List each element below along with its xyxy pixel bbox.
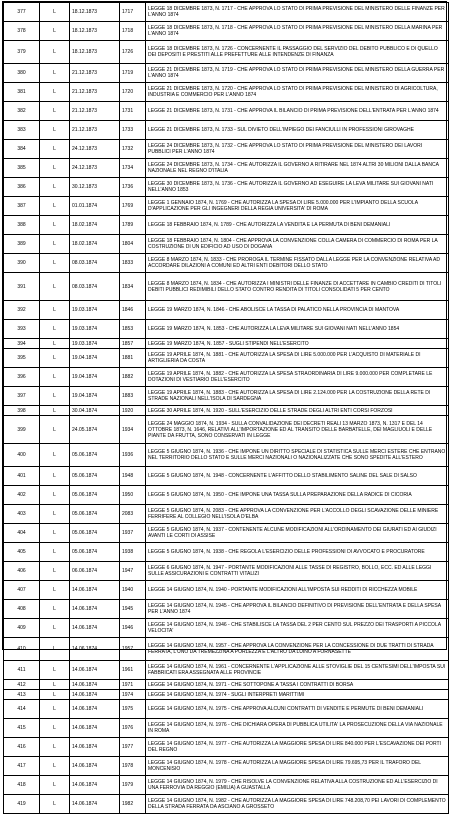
act-description-cell: LEGGE 19 APRILE 1874, N. 1883 - CHE AUTORIZZA LA SPESA DI LIRE 2.124.000 PER LA COSTRUZIONE DELLA RETE DI STRADE NAZIONALI NELL'ISOLA DI SARDEGNA xyxy=(146,387,449,406)
row-number-cell: 402 xyxy=(4,486,40,505)
row-number-cell: 407 xyxy=(4,581,40,600)
act-description-cell: LEGGE 5 GIUGNO 1874, N. 2083 - CHE APPROVA LA CONVENZIONE PER L'ACCOLLO DEGLI SCAVAZIONE DELLE MINIERE FERRIFERE AL COLLEGIO NELL'ISOLA D'ELBA xyxy=(146,505,449,524)
act-date-cell: 24.12.1873 xyxy=(70,140,120,159)
row-number-cell: 417 xyxy=(4,757,40,776)
act-code-cell: 1833 xyxy=(120,254,146,273)
row-number-cell: 384 xyxy=(4,140,40,159)
act-type-cell: L xyxy=(40,680,70,690)
act-code-cell: 1945 xyxy=(120,600,146,619)
row-number-cell: 391 xyxy=(4,273,40,301)
act-date-cell: 21.12.1873 xyxy=(70,121,120,140)
act-type-cell: L xyxy=(40,102,70,121)
table-row xyxy=(4,254,449,273)
act-type-cell: L xyxy=(40,719,70,738)
act-code-cell: 1982 xyxy=(120,795,146,814)
act-type-cell: L xyxy=(40,581,70,600)
act-code-cell: 1731 xyxy=(120,102,146,121)
table-row xyxy=(4,121,449,140)
act-type-cell: L xyxy=(40,505,70,524)
row-number-cell: 388 xyxy=(4,216,40,235)
act-type-cell: L xyxy=(40,216,70,235)
act-date-cell: 14.06.1874 xyxy=(70,776,120,795)
act-type-cell: L xyxy=(40,83,70,102)
act-date-cell: 18.02.1874 xyxy=(70,216,120,235)
row-number-cell: 383 xyxy=(4,121,40,140)
act-description-cell: LEGGE 19 APRILE 1874, N. 1882 - CHE AUTORIZZA LA SPESA STRAORDINARIA DI LIRE 9.000.000 PER COMPLETARE LE DOTAZIONI DI VESTIARIO DELL'ESERCITO xyxy=(146,368,449,387)
row-number-cell: 411 xyxy=(4,661,40,680)
act-date-cell: 01.01.1874 xyxy=(70,197,120,216)
act-type-cell: L xyxy=(40,121,70,140)
table-row xyxy=(4,757,449,776)
act-date-cell: 14.06.1874 xyxy=(70,638,120,661)
row-number-cell: 377 xyxy=(4,3,40,22)
row-number-cell: 416 xyxy=(4,738,40,757)
act-date-cell: 05.06.1874 xyxy=(70,543,120,562)
act-description-cell: LEGGE 14 GIUGNO 1874, N. 1978 - CHE AUTORIZZA LA MAGGIORE SPESA DI LIRE 79.695,73 PER IL TRAFORO DEL MONCENISIO xyxy=(146,757,449,776)
act-code-cell: 1950 xyxy=(120,486,146,505)
act-description-cell: LEGGE 19 MARZO 1874, N. 1846 - CHE ABOLISCE LA TASSA DI PALATICO NELLA PROVINCIA DI MANTOVA xyxy=(146,301,449,320)
row-number-cell: 418 xyxy=(4,776,40,795)
act-code-cell: 1920 xyxy=(120,406,146,416)
act-type-cell: L xyxy=(40,600,70,619)
table-row xyxy=(4,22,449,41)
act-description-cell: LEGGE 5 GIUGNO 1874, N. 1937 - CONTENENTE ALCUNE MODIFICAZIONI ALL'ORDINAMENTO DEI GIURATI ED AI GIUDIZI AVANTI LE CORTI DI ASSISE xyxy=(146,524,449,543)
act-type-cell: L xyxy=(40,339,70,349)
table-row xyxy=(4,140,449,159)
table-row xyxy=(4,600,449,619)
act-type-cell: L xyxy=(40,273,70,301)
act-date-cell: 21.12.1873 xyxy=(70,102,120,121)
act-code-cell: 1977 xyxy=(120,738,146,757)
act-date-cell: 18.12.1873 xyxy=(70,41,120,64)
row-number-cell: 414 xyxy=(4,700,40,719)
row-number-cell: 394 xyxy=(4,339,40,349)
act-code-cell: 1804 xyxy=(120,235,146,254)
act-type-cell: L xyxy=(40,638,70,661)
act-code-cell: 1946 xyxy=(120,619,146,638)
row-number-cell: 392 xyxy=(4,301,40,320)
row-number-cell: 415 xyxy=(4,719,40,738)
act-type-cell: L xyxy=(40,3,70,22)
table-row xyxy=(4,102,449,121)
act-code-cell: 1948 xyxy=(120,467,146,486)
act-date-cell: 14.06.1874 xyxy=(70,581,120,600)
act-date-cell: 18.12.1873 xyxy=(70,3,120,22)
row-number-cell: 389 xyxy=(4,235,40,254)
act-date-cell: 19.03.1874 xyxy=(70,301,120,320)
table-row xyxy=(4,387,449,406)
act-code-cell: 1974 xyxy=(120,690,146,700)
act-code-cell: 1732 xyxy=(120,140,146,159)
act-date-cell: 08.03.1874 xyxy=(70,254,120,273)
act-date-cell: 19.04.1874 xyxy=(70,349,120,368)
row-number-cell: 404 xyxy=(4,524,40,543)
act-description-cell: LEGGE 14 GIUGNO 1874, N. 1982 - CHE AUTORIZZA LA MAGGIORE SPESA DI LIRE 748.208,70 PEI LAVORI DI COMPLEMENTO DELLA STRADA FERRATA DA ASCIANO A GROSSETO xyxy=(146,795,449,814)
row-number-cell: 412 xyxy=(4,680,40,690)
row-number-cell: 408 xyxy=(4,600,40,619)
act-date-cell: 14.06.1874 xyxy=(70,619,120,638)
act-type-cell: L xyxy=(40,387,70,406)
table-row xyxy=(4,349,449,368)
act-date-cell: 18.12.1873 xyxy=(70,22,120,41)
act-code-cell: 1976 xyxy=(120,719,146,738)
act-type-cell: L xyxy=(40,795,70,814)
row-number-cell: 400 xyxy=(4,444,40,467)
row-number-cell: 410 xyxy=(4,638,40,661)
table-row xyxy=(4,320,449,339)
act-description-cell: LEGGE 14 GIUGNO 1874, N. 1979 - CHE RISOLVE LA CONVENZIONE RELATIVA ALLA COSTRUZIONE ED ALL'ESERCIZIO DI UNA FERROVIA DA REGGIO (EMILIA) A GUASTALLA xyxy=(146,776,449,795)
table-row xyxy=(4,543,449,562)
table-row xyxy=(4,690,449,700)
act-code-cell: 1936 xyxy=(120,444,146,467)
act-code-cell: 1961 xyxy=(120,661,146,680)
table-row xyxy=(4,159,449,178)
row-number-cell: 379 xyxy=(4,41,40,64)
row-number-cell: 403 xyxy=(4,505,40,524)
act-description-cell: LEGGE 19 APRILE 1874, N. 1881 - CHE AUTORIZZA LA SPESA DI LIRE 5.000.000 PER L'ACQUISTO DI MATERIALE DI ARTIGLIERIA DA COSTA xyxy=(146,349,449,368)
act-code-cell: 1717 xyxy=(120,3,146,22)
act-type-cell: L xyxy=(40,467,70,486)
act-description-cell: LEGGE 18 DICEMBRE 1873, N. 1726 - CONCERNENTE IL PASSAGGIO DEL SERVIZIO DEL DEBITO PUBBLICO E DI QUELLO DEI DEPOSITI E PRESTITI ALLE PREFETTURE ALLE INTENDENZE DI FINANZA xyxy=(146,41,449,64)
table-row xyxy=(4,505,449,524)
act-date-cell: 19.03.1874 xyxy=(70,339,120,349)
table-row xyxy=(4,524,449,543)
act-date-cell: 14.06.1874 xyxy=(70,661,120,680)
row-number-cell: 396 xyxy=(4,368,40,387)
act-date-cell: 21.12.1873 xyxy=(70,64,120,83)
act-description-cell: LEGGE 21 DICEMBRE 1873, N. 1733 - SUL DIVIETO DELL'IMPIEGO DEI FANCIULLI IN PROFESSIONI GIROVAGHE xyxy=(146,121,449,140)
table-row xyxy=(4,638,449,661)
row-number-cell: 381 xyxy=(4,83,40,102)
laws-table-body xyxy=(4,3,449,814)
act-type-cell: L xyxy=(40,159,70,178)
row-number-cell: 399 xyxy=(4,416,40,444)
act-date-cell: 14.06.1874 xyxy=(70,680,120,690)
act-type-cell: L xyxy=(40,619,70,638)
row-number-cell: 405 xyxy=(4,543,40,562)
table-row xyxy=(4,581,449,600)
table-row xyxy=(4,197,449,216)
act-code-cell: 1857 xyxy=(120,339,146,349)
act-code-cell: 1938 xyxy=(120,543,146,562)
act-code-cell: 1733 xyxy=(120,121,146,140)
table-row xyxy=(4,416,449,444)
row-number-cell: 380 xyxy=(4,64,40,83)
act-code-cell: 1940 xyxy=(120,581,146,600)
act-type-cell: L xyxy=(40,757,70,776)
row-number-cell: 401 xyxy=(4,467,40,486)
act-description-cell: LEGGE 24 DICEMBRE 1873, N. 1732 - CHE APPROVA LO STATO DI PRIMA PREVISIONE DEL MINISTERO DEI LAVORI PUBBLICI PER L'ANNO 1874 xyxy=(146,140,449,159)
row-number-cell: 393 xyxy=(4,320,40,339)
act-code-cell: 1957 xyxy=(120,638,146,661)
act-description-cell: LEGGE 18 FEBBRAIO 1874, N. 1789 - CHE AUTORIZZA LA VENDITA E LA PERMUTA DI BENI DEMANIALI xyxy=(146,216,449,235)
table-row xyxy=(4,719,449,738)
table-row xyxy=(4,3,449,22)
act-type-cell: L xyxy=(40,543,70,562)
act-description-cell: LEGGE 14 GIUGNO 1874, N. 1957 - CHE APPROVA LA CONVENZIONE PER LA CONCESSIONE DI DUE TRATTI DI STRADA FERRATA, L'UNO DA TREMEZZINA A PORLEZZA E L'ALTRO DA LUINO A FORNASETTE xyxy=(146,638,449,661)
table-row xyxy=(4,661,449,680)
act-code-cell: 1720 xyxy=(120,83,146,102)
act-description-cell: LEGGE 21 DICEMBRE 1873, N. 1720 - CHE APPROVA LO STATO DI PRIMA PREVISIONE DEL MINISTERO DI AGRICOLTURA, INDUSTRIA E COMMERCIO PER L'ANNO 1874 xyxy=(146,83,449,102)
act-description-cell: LEGGE 30 DICEMBRE 1873, N. 1736 - CHE AUTORIZZA IL GOVERNO AD ESEGUIRE LA LEVA MILITARE SUI GIOVANI NATI NELL'ANNO 1853 xyxy=(146,178,449,197)
act-date-cell: 14.06.1874 xyxy=(70,719,120,738)
laws-table xyxy=(3,2,449,814)
act-type-cell: L xyxy=(40,41,70,64)
row-number-cell: 386 xyxy=(4,178,40,197)
row-number-cell: 385 xyxy=(4,159,40,178)
act-description-cell: LEGGE 30 APRILE 1874, N. 1920 - SULL'ESERCIZIO DELLE STRADE DEGLI ALTRI ENTI CORSI FORZOSI xyxy=(146,406,449,416)
table-row xyxy=(4,444,449,467)
act-date-cell: 14.06.1874 xyxy=(70,738,120,757)
act-code-cell: 1736 xyxy=(120,178,146,197)
act-description-cell: LEGGE 18 DICEMBRE 1873, N. 1717 - CHE APPROVA LO STATO DI PRIMA PREVISIONE DEL MINISTERO DELLE FINANZE PER L'ANNO 1874 xyxy=(146,3,449,22)
act-code-cell: 1719 xyxy=(120,64,146,83)
act-date-cell: 30.12.1873 xyxy=(70,178,120,197)
table-row xyxy=(4,64,449,83)
act-description-cell: LEGGE 5 GIUGNO 1874, N. 1938 - CHE REGOLA L'ESERCIZIO DELLE PROFESSIONI DI AVVOCATO E PROCURATORE xyxy=(146,543,449,562)
act-date-cell: 14.06.1874 xyxy=(70,700,120,719)
table-row xyxy=(4,406,449,416)
act-type-cell: L xyxy=(40,690,70,700)
act-type-cell: L xyxy=(40,64,70,83)
act-code-cell: 1834 xyxy=(120,273,146,301)
act-description-cell: LEGGE 14 GIUGNO 1874, N. 1977 - CHE AUTORIZZA LA MAGGIORE SPESA DI LIRE 840.000 PER L'ESCAVAZIONE DEI PORTI DEL REGNO xyxy=(146,738,449,757)
act-code-cell: 1971 xyxy=(120,680,146,690)
act-code-cell: 1934 xyxy=(120,416,146,444)
act-description-cell: LEGGE 14 GIUGNO 1874, N. 1975 - CHE APPROVA ALCUNI CONTRATTI DI VENDITE E PERMUTE DI BENI DEMANIALI xyxy=(146,700,449,719)
laws-register-sheet xyxy=(2,1,447,810)
table-row xyxy=(4,680,449,690)
act-date-cell: 14.06.1874 xyxy=(70,795,120,814)
act-date-cell: 05.06.1874 xyxy=(70,505,120,524)
act-code-cell: 1718 xyxy=(120,22,146,41)
act-description-cell: LEGGE 19 MARZO 1874, N. 1857 - SUGLI STIPENDI NELL'ESERCITO xyxy=(146,339,449,349)
act-type-cell: L xyxy=(40,349,70,368)
act-type-cell: L xyxy=(40,562,70,581)
act-code-cell: 1978 xyxy=(120,757,146,776)
table-row xyxy=(4,795,449,814)
act-type-cell: L xyxy=(40,776,70,795)
act-description-cell: LEGGE 6 GIUGNO 1874, N. 1947 - PORTANTE MODIFICAZIONI ALLE TASSE DI REGISTRO, BOLLO, ECC. ED ALLE LEGGI SULLE ASSICURAZIONI E CONTRATTI VITALIZI xyxy=(146,562,449,581)
table-row xyxy=(4,83,449,102)
table-row xyxy=(4,619,449,638)
act-description-cell: LEGGE 14 GIUGNO 1874, N. 1976 - CHE DICHIARA OPERA DI PUBBLICA UTILITA' LA PROSECUZIONE DELLA VIA NAZIONALE IN ROMA xyxy=(146,719,449,738)
act-type-cell: L xyxy=(40,486,70,505)
act-type-cell: L xyxy=(40,700,70,719)
act-description-cell: LEGGE 5 GIUGNO 1874, N. 1936 - CHE IMPONE UN DIRITTO SPECIALE DI STATISTICA SULLE MERCI ESTERE CHE ENTRANO NEL TERRITORIO DELLO STATO E SULLE MERCI NAZIONALI O NAZIONALIZZATE CHE SONO SPEDITE ALL'ESTERO xyxy=(146,444,449,467)
act-date-cell: 14.06.1874 xyxy=(70,757,120,776)
act-description-cell: LEGGE 14 GIUGNO 1874, N. 1961 - CONCERNENTE L'APPLICAZIONE ALLE STOVIGLIE DEL 15 CENTESIMI DELL'IMPOSTA SUI FABBRICATI ERA ASSEGNATA ALLE PROVINCIE xyxy=(146,661,449,680)
act-description-cell: LEGGE 14 GIUGNO 1874, N. 1940 - PORTANTE MODIFICAZIONI ALL'IMPOSTA SUI REDDITI DI RICCHEZZA MOBILE xyxy=(146,581,449,600)
act-description-cell: LEGGE 8 MARZO 1874, N. 1833 - CHE PROROGA IL TERMINE FISSATO DALLA LEGGE PER LA CONVENZIONE RELATIVA AD ACCORDARE DILAZIONI A COMUNI ED ALTRI ENTI DEBITORI DELLO STATO xyxy=(146,254,449,273)
table-row xyxy=(4,486,449,505)
act-type-cell: L xyxy=(40,406,70,416)
act-code-cell: 1853 xyxy=(120,320,146,339)
act-date-cell: 05.06.1874 xyxy=(70,444,120,467)
row-number-cell: 387 xyxy=(4,197,40,216)
act-type-cell: L xyxy=(40,416,70,444)
act-type-cell: L xyxy=(40,320,70,339)
act-code-cell: 2083 xyxy=(120,505,146,524)
table-row xyxy=(4,776,449,795)
table-row xyxy=(4,273,449,301)
act-code-cell: 1979 xyxy=(120,776,146,795)
row-number-cell: 397 xyxy=(4,387,40,406)
act-description-cell: LEGGE 5 GIUGNO 1874, N. 1948 - CONCERNENTE L'AFFITTO DELLO STABILIMENTO SALINE DEL SALE DI SALSO xyxy=(146,467,449,486)
act-type-cell: L xyxy=(40,22,70,41)
act-type-cell: L xyxy=(40,235,70,254)
act-type-cell: L xyxy=(40,178,70,197)
act-date-cell: 19.04.1874 xyxy=(70,387,120,406)
row-number-cell: 406 xyxy=(4,562,40,581)
act-description-cell: LEGGE 24 MAGGIO 1874, N. 1934 - SULLA CONVALIDAZIONE DEI DECRETI REALI 13 MARZO 1873, N. 1317 E DEL 14 OTTOBRE 1873, N. 1646, RELATIVI ALL'IMPORTAZIONE ED AL TRANSITO DELLE BARBATELLE, DEI MAGLIUOLI E DELLE PIANTE DA FRUTTA, SONO CONSERVATI IN LEGGE xyxy=(146,416,449,444)
act-description-cell: LEGGE 8 MARZO 1874, N. 1834 - CHE AUTORIZZA I MINISTRI DELLE FINANZE DI ACCETTARE IN CAMBIO CREDITI DI TITOLI DEBITI PUBBLICI REDIMIBILI DELLO STATO CONTRO RENDITA DI TITOLI CONSOLIDATI 5 PER CENTO xyxy=(146,273,449,301)
act-code-cell: 1734 xyxy=(120,159,146,178)
act-description-cell: LEGGE 14 GIUGNO 1874, N. 1971 - CHE SOTTOPONE A TASSA I CONTRATTI DI BORSA xyxy=(146,680,449,690)
act-code-cell: 1726 xyxy=(120,41,146,64)
act-date-cell: 21.12.1873 xyxy=(70,83,120,102)
act-type-cell: L xyxy=(40,254,70,273)
act-date-cell: 18.02.1874 xyxy=(70,235,120,254)
act-code-cell: 1937 xyxy=(120,524,146,543)
row-number-cell: 382 xyxy=(4,102,40,121)
act-code-cell: 1769 xyxy=(120,197,146,216)
table-row xyxy=(4,700,449,719)
row-number-cell: 390 xyxy=(4,254,40,273)
act-type-cell: L xyxy=(40,197,70,216)
act-date-cell: 14.06.1874 xyxy=(70,600,120,619)
act-description-cell: LEGGE 14 GIUGNO 1874, N. 1945 - CHE APPROVA IL BILANCIO DEFINITIVO DI PREVISIONE DELL'ENTRATA E DELLA SPESA PER L'ANNO 1874 xyxy=(146,600,449,619)
table-row xyxy=(4,41,449,64)
act-code-cell: 1883 xyxy=(120,387,146,406)
table-row xyxy=(4,368,449,387)
table-row xyxy=(4,339,449,349)
act-description-cell: LEGGE 14 GIUGNO 1874, N. 1946 - CHE STABILISCE LA TASSA DEL 2 PER CENTO SUL PREZZO DEI TRASPORTI A PICCOLA VELOCITA' xyxy=(146,619,449,638)
row-number-cell: 409 xyxy=(4,619,40,638)
act-description-cell: LEGGE 21 DICEMBRE 1873, N. 1719 - CHE APPROVA LO STATO DI PRIMA PREVISIONE DEL MINISTERO DELLA GUERRA PER L'ANNO 1874 xyxy=(146,64,449,83)
act-date-cell: 30.04.1874 xyxy=(70,406,120,416)
act-date-cell: 19.03.1874 xyxy=(70,320,120,339)
act-date-cell: 06.06.1874 xyxy=(70,562,120,581)
act-code-cell: 1789 xyxy=(120,216,146,235)
table-row xyxy=(4,216,449,235)
act-type-cell: L xyxy=(40,738,70,757)
table-row xyxy=(4,562,449,581)
act-type-cell: L xyxy=(40,661,70,680)
act-type-cell: L xyxy=(40,524,70,543)
act-type-cell: L xyxy=(40,301,70,320)
table-row xyxy=(4,738,449,757)
act-code-cell: 1881 xyxy=(120,349,146,368)
row-number-cell: 398 xyxy=(4,406,40,416)
table-row xyxy=(4,467,449,486)
act-date-cell: 14.06.1874 xyxy=(70,690,120,700)
act-description-cell: LEGGE 5 GIUGNO 1874, N. 1950 - CHE IMPONE UNA TASSA SULLA PREPARAZIONE DELLA RADICE DI CICORIA xyxy=(146,486,449,505)
act-type-cell: L xyxy=(40,444,70,467)
table-row xyxy=(4,235,449,254)
act-description-cell: LEGGE 24 DICEMBRE 1873, N. 1734 - CHE AUTORIZZA IL GOVERNO A RITIRARE NEL 1874 ALTRI 30 MILIONI DALLA BANCA NAZIONALE NEL REGNO D'ITALIA xyxy=(146,159,449,178)
act-description-cell: LEGGE 21 DICEMBRE 1873, N. 1731 - CHE APPROVA IL BILANCIO DI PRIMA PREVISIONE DELL'ENTRATA PER L'ANNO 1874 xyxy=(146,102,449,121)
table-row xyxy=(4,178,449,197)
act-date-cell: 05.06.1874 xyxy=(70,524,120,543)
act-date-cell: 19.04.1874 xyxy=(70,368,120,387)
act-description-cell: LEGGE 19 MARZO 1874, N. 1853 - CHE AUTORIZZA LA LEVA MILITARE SUI GIOVANI NATI NELL'ANNO 1854 xyxy=(146,320,449,339)
act-type-cell: L xyxy=(40,368,70,387)
act-code-cell: 1882 xyxy=(120,368,146,387)
row-number-cell: 413 xyxy=(4,690,40,700)
act-description-cell: LEGGE 1 GENNAIO 1874, N. 1769 - CHE AUTORIZZA LA SPESA DI LIRE 5.000.000 PER L'IMPIANTO DELLA SCUOLA D'APPLICAZIONE PER GLI INGEGNERI DELLA REGIA UNIVERSITA' DI ROMA xyxy=(146,197,449,216)
act-type-cell: L xyxy=(40,140,70,159)
act-date-cell: 05.06.1874 xyxy=(70,467,120,486)
row-number-cell: 419 xyxy=(4,795,40,814)
act-date-cell: 24.05.1874 xyxy=(70,416,120,444)
act-description-cell: LEGGE 18 FEBBRAIO 1874, N. 1804 - CHE APPROVA LA CONVENZIONE COLLA CAMERA DI COMMERCIO DI ROMA PER LA COSTRUZIONE DI UN EDIFICIO AD USO DI DOGANA xyxy=(146,235,449,254)
act-date-cell: 08.03.1874 xyxy=(70,273,120,301)
row-number-cell: 395 xyxy=(4,349,40,368)
act-description-cell: LEGGE 14 GIUGNO 1874, N. 1974 - SUGLI INTERPRETI MARITTIMI xyxy=(146,690,449,700)
act-code-cell: 1975 xyxy=(120,700,146,719)
act-date-cell: 24.12.1873 xyxy=(70,159,120,178)
row-number-cell: 378 xyxy=(4,22,40,41)
act-description-cell: LEGGE 18 DICEMBRE 1873, N. 1718 - CHE APPROVA LO STATO DI PRIMA PREVISIONE DEL MINISTERO DELLA MARINA PER L'ANNO 1874 xyxy=(146,22,449,41)
act-code-cell: 1846 xyxy=(120,301,146,320)
act-code-cell: 1947 xyxy=(120,562,146,581)
act-date-cell: 05.06.1874 xyxy=(70,486,120,505)
table-row xyxy=(4,301,449,320)
